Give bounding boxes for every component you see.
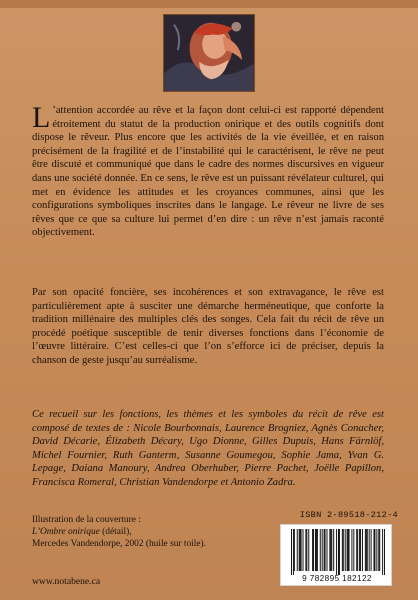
barcode-bar [313,529,314,571]
illustration-credit [32,514,262,550]
barcode-bar [373,529,374,571]
barcode-bar [320,529,321,571]
barcode-bar [353,529,354,571]
barcode-bar [338,529,339,575]
credit-line-2 [32,526,262,538]
barcode-bar [347,529,348,571]
barcode-bars [291,529,385,575]
painting-artwork [164,15,254,91]
barcode-bar [357,529,358,571]
cover-illustration [163,14,255,92]
barcode-bar [339,529,340,575]
barcode-bar [330,529,331,571]
barcode-bar [303,529,304,571]
barcode-bar [360,529,361,571]
credit-title-suffix: (détail), [99,527,132,537]
barcode-bar [317,529,318,571]
contributors-paragraph: Ce recueil sur les fonctions, les thèmes et les symboles du récit de rêve est composé de textes de : Nicole Bourbonnais, Laurence Brogniez, Agnès Conacher, David Décarie, Élizabeth Décary, Ugo Dionne, Gilles Dupuis, Hans Färnlöf, Michel Fournier, Ruth Ganterт, Susanne Goumegou, Sophie Jama, Yvan G. Lepage, Daiana Manoury, Andrea Oberhuber, Pierre Pachet, Joëlle Papillon, Francisca Romeral, Christian Vandendorpe et Antonio Zadra. [32,409,384,488]
barcode-bar [312,529,313,571]
barcode-bar [329,529,330,571]
barcode-bar [351,529,352,571]
barcode-bar [345,529,346,571]
barcode-bar [348,529,349,571]
barcode-bar [333,529,334,571]
credit-line-1: Illustration de la couverture : [32,515,141,525]
barcode-bar [291,529,292,575]
barcode-bar [305,529,306,571]
barcode-bar [365,529,366,571]
barcode-bar [366,529,367,571]
barcode-bar [382,529,383,575]
description-paragraph-1 [32,101,384,240]
barcode-bar [378,529,379,571]
barcode-bar [293,529,294,575]
drop-cap-letter: L [32,101,51,134]
barcode-bar [326,529,327,571]
barcode-bar [316,529,317,571]
barcode-bar [379,529,380,571]
barcode-bar [324,529,325,571]
barcode-bar [342,529,343,571]
barcode-bar [294,529,295,571]
paragraph-1-text: ’attention accordée au rêve et la façon dont celui-ci est rapporté dépendent étroitement du statut de la production onirique et des outils cognitifs dont dispose le rêveur. Plus encore que les activités de la vie éveillée, et en raison précisément de la fragilité et de l’instabilité qui le caractérisent, le rêve ne peut être discuté et communiqué que dans le cadre des normes discursives en vigueur dans une société donnée. En ce sens, le rêve est un puissant révélateur culturel, qui met en évidence les attitudes et les croyances communes, ainsi que les configurations symboliques inscrites dans le langage. Le rêveur ne livre de ses rêves que ce que sa culture lui permet d’en dire : un rêve n’est jamais raconté objectivement. [32,105,384,239]
barcode-bar [297,529,298,571]
barcode-bar [349,529,350,571]
credit-artwork-title: L’Ombre onirique [32,527,100,537]
barcode-bar [315,529,316,571]
barcode-bar [331,529,332,571]
barcode-bar [367,529,368,571]
barcode-bar [343,529,344,571]
barcode-bar [369,529,370,571]
description-paragraph-2: Par son opacité foncière, ses incohérences et son extravagance, le rêve est particulièrement apte à susciter une démarche herméneutique, que conforte la tradition millénaire des multiples clés des songes. Cela fait du récit de rêve un procédé poétique susceptible de tenir diverses fonctions dans l’économie de l’œuvre littéraire. C’est celles-ci que l’on s’efforce ici de préciser, depuis la chanson de geste jusqu’au surréalisme. [32,287,384,366]
barcode-bar [374,529,375,571]
barcode-bar [299,529,300,571]
barcode-bar [336,529,337,575]
publisher-website[interactable]: www.notabene.ca [32,576,101,587]
barcode-bar [306,529,307,571]
barcode-bar [308,529,309,571]
barcode-bar [359,529,360,571]
top-edge-strip [0,0,418,8]
credit-line-3: Mercedes Vandendorpe, 2002 (huile sur toile). [32,539,206,549]
barcode-bar [356,529,357,571]
barcode-bar [325,529,326,571]
barcode-bar [362,529,363,571]
barcode-bar [301,529,302,571]
barcode-bar [384,529,385,575]
barcode-bar [300,529,301,571]
barcode-bar [371,529,372,571]
isbn-label: ISBN 2-89518-212-4 [299,510,398,520]
barcode-bar [322,529,323,571]
barcode-number: 9 782895 182122 [302,574,372,583]
barcode [280,524,392,586]
barcode-bar [376,529,377,571]
